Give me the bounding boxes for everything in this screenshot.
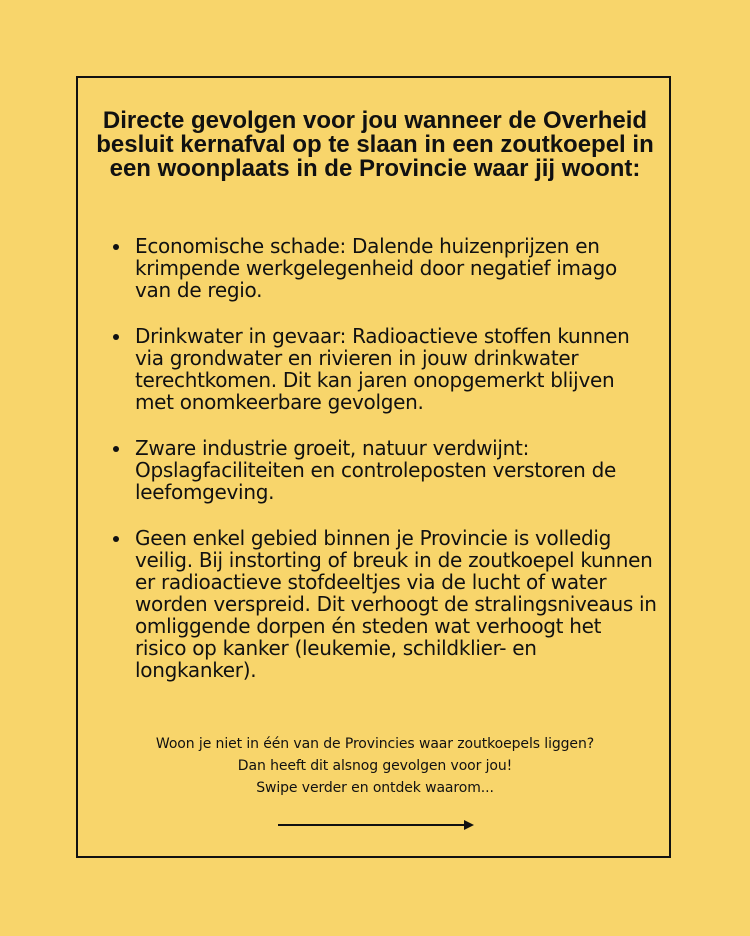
footer-note xyxy=(90,733,660,799)
bullet-icon xyxy=(113,446,119,452)
page-title: Directe gevolgen voor jou wanneer de Overheid besluit kernafval op te slaan in een zoutkoepel in een woonplaats in de Provincie waar jij woont: xyxy=(96,107,654,182)
list-item xyxy=(113,437,658,503)
bullet-icon xyxy=(113,334,119,340)
bullet-icon xyxy=(113,244,119,250)
consequence-list xyxy=(113,235,658,705)
list-item xyxy=(113,527,658,681)
footer-line-2: Dan heeft dit alsnog gevolgen voor jou! xyxy=(237,758,513,774)
list-item xyxy=(113,235,658,301)
list-item-text: Drinkwater in gevaar: Radioactieve stoffen kunnen via grondwater en rivieren in jouw drinkwater terechtkomen. Dit kan jaren onopgemerkt blijven met onomkeerbare gevolgen. xyxy=(135,324,630,414)
list-item xyxy=(113,325,658,413)
bullet-icon xyxy=(113,536,119,542)
list-item-text: Zware industrie groeit, natuur verdwijnt: Opslagfaciliteiten en controleposten verstoren de leefomgeving. xyxy=(135,436,616,504)
footer-line-3: Swipe verder en ontdek waarom... xyxy=(256,780,494,796)
footer-line-1: Woon je niet in één van de Provincies waar zoutkoepels liggen? xyxy=(155,736,595,752)
list-item-text: Geen enkel gebied binnen je Provincie is volledig veilig. Bij instorting of breuk in de zoutkoepel kunnen er radioactieve stofdeeltjes via de lucht of water worden verspreid. Dit verhoogt de stralingsniveaus in omliggende dorpen én steden wat verhoogt het risico op kanker (leukemie, schildklier- en longkanker). xyxy=(135,526,657,682)
list-item-text: Economische schade: Dalende huizenprijzen en krimpende werkgelegenheid door negatief imago van de regio. xyxy=(135,234,617,302)
arrow-right-icon xyxy=(278,818,474,832)
